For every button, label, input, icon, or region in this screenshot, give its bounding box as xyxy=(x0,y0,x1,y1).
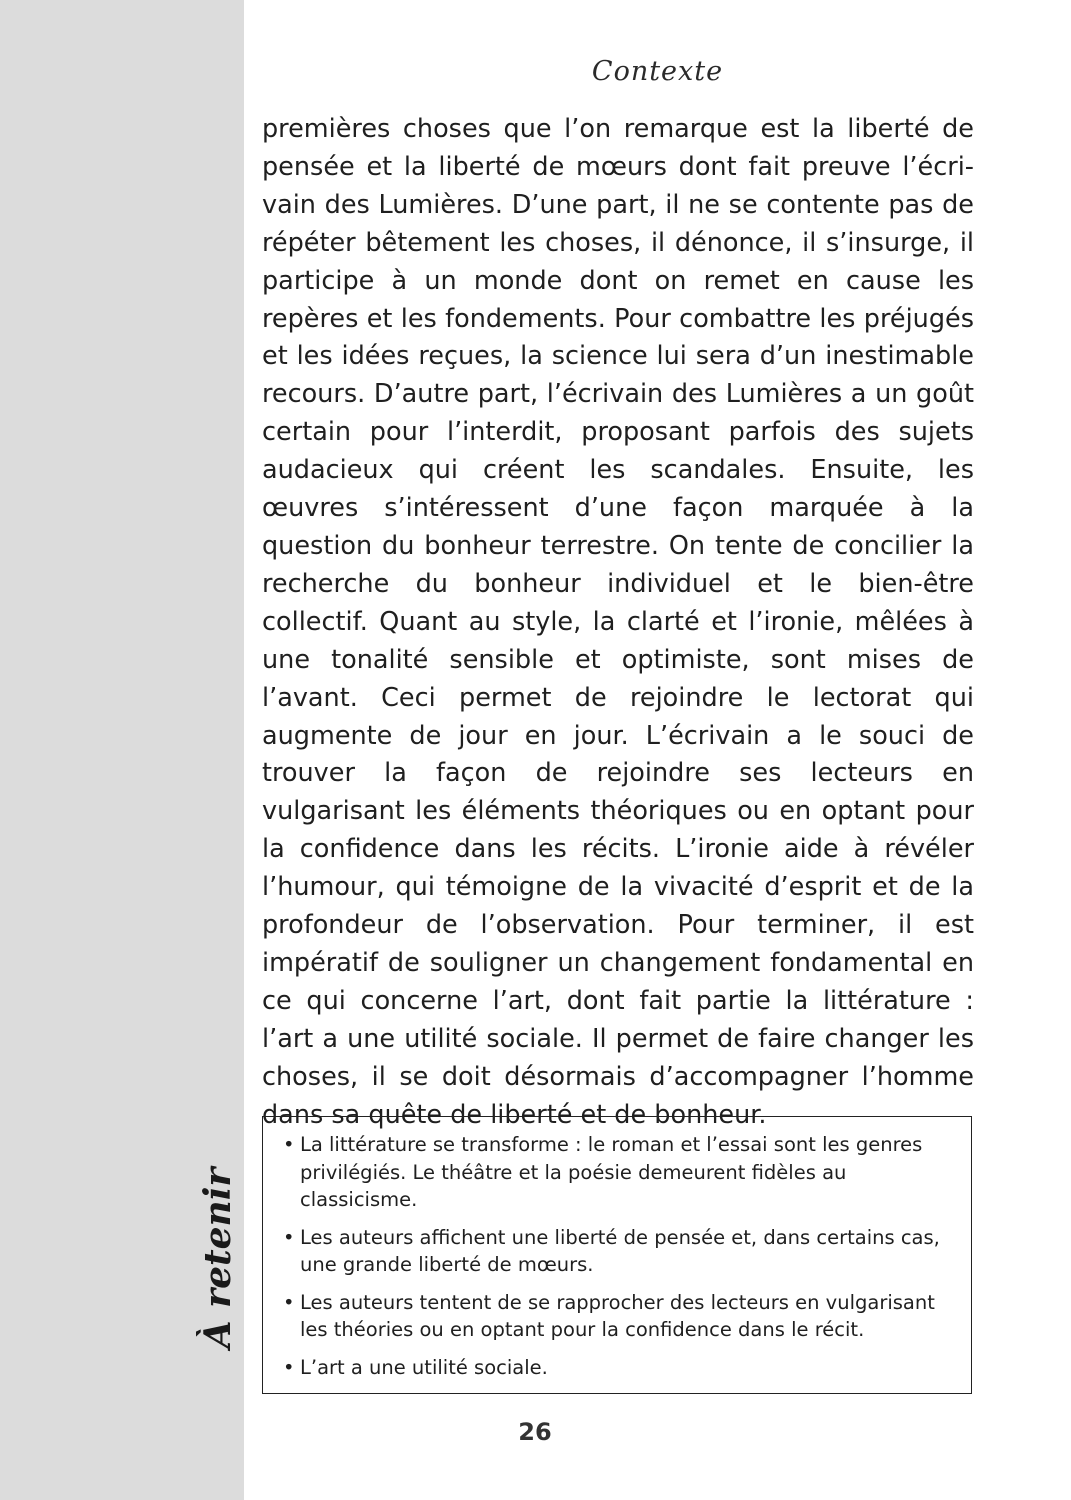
summary-item-text: Les auteurs tentent de se rapprocher des lecteurs en vulgarisant les théories ou en optant pour la confidence dans le récit. xyxy=(300,1290,935,1341)
summary-item xyxy=(283,1224,953,1279)
summary-list xyxy=(263,1117,971,1381)
bullet-icon: • xyxy=(283,1355,295,1379)
page-number: 26 xyxy=(518,1418,552,1446)
running-head: Contexte xyxy=(591,56,724,87)
summary-item-text: L’art a une utilité sociale. xyxy=(300,1355,548,1379)
summary-box xyxy=(262,1116,972,1394)
bullet-icon: • xyxy=(283,1290,295,1314)
body-paragraph: premières choses que l’on remarque est la liberté de pensée et la liberté de mœurs dont fait preuve l’écrivain des Lumières. D’une part, il ne se contente pas de répéter bêtement les choses, il dénonce, il s’insurge, il participe à un monde dont on remet en cause les repères et les fondements. Pour combattre les préjugés et les idées reçues, la science lui sera d’un inestimable recours. D’autre part, l’écrivain des Lumières a un goût certain pour l’interdit, proposant parfois des sujets audacieux qui créent les scandales. Ensuite, les œuvres s’intéressent d’une façon marquée à la question du bonheur terrestre. On tente de concilier la recherche du bonheur individuel et le bien-être collectif. Quant au style, la clarté et l’ironie, mêlées à une tonalité sensible et optimiste, sont mises de l’avant. Ceci permet de rejoindre le lectorat qui augmente de jour en jour. L’écrivain a le souci de trouver la façon de rejoindre ses lecteurs en vulgarisant les éléments théoriques ou en optant pour la confidence dans les récits. L’ironie aide à révéler l’humour, qui témoigne de la vivacité d’esprit et de la profondeur de l’observation. Pour terminer, il est impératif de souligner un changement fondamental en ce qui concerne l’art, dont fait partie la littérature : l’art a une utilité sociale. Il permet de faire changer les choses, il se doit désormais d’accompagner l’homme dans sa quête de liberté et de bonheur. xyxy=(262,114,974,1130)
bullet-icon: • xyxy=(283,1225,295,1249)
summary-item xyxy=(283,1289,953,1344)
summary-item xyxy=(283,1131,953,1214)
summary-item xyxy=(283,1354,953,1382)
summary-item-text: La littérature se transforme : le roman et l’essai sont les genres privilégiés. Le théâtre et la poésie demeurent fidèles au classicisme. xyxy=(300,1133,923,1211)
side-label-a-retenir: À retenir xyxy=(197,1167,239,1349)
summary-item-text: Les auteurs affichent une liberté de pensée et, dans certains cas, une grande liberté de mœurs. xyxy=(300,1225,940,1276)
bullet-icon: • xyxy=(283,1133,295,1156)
